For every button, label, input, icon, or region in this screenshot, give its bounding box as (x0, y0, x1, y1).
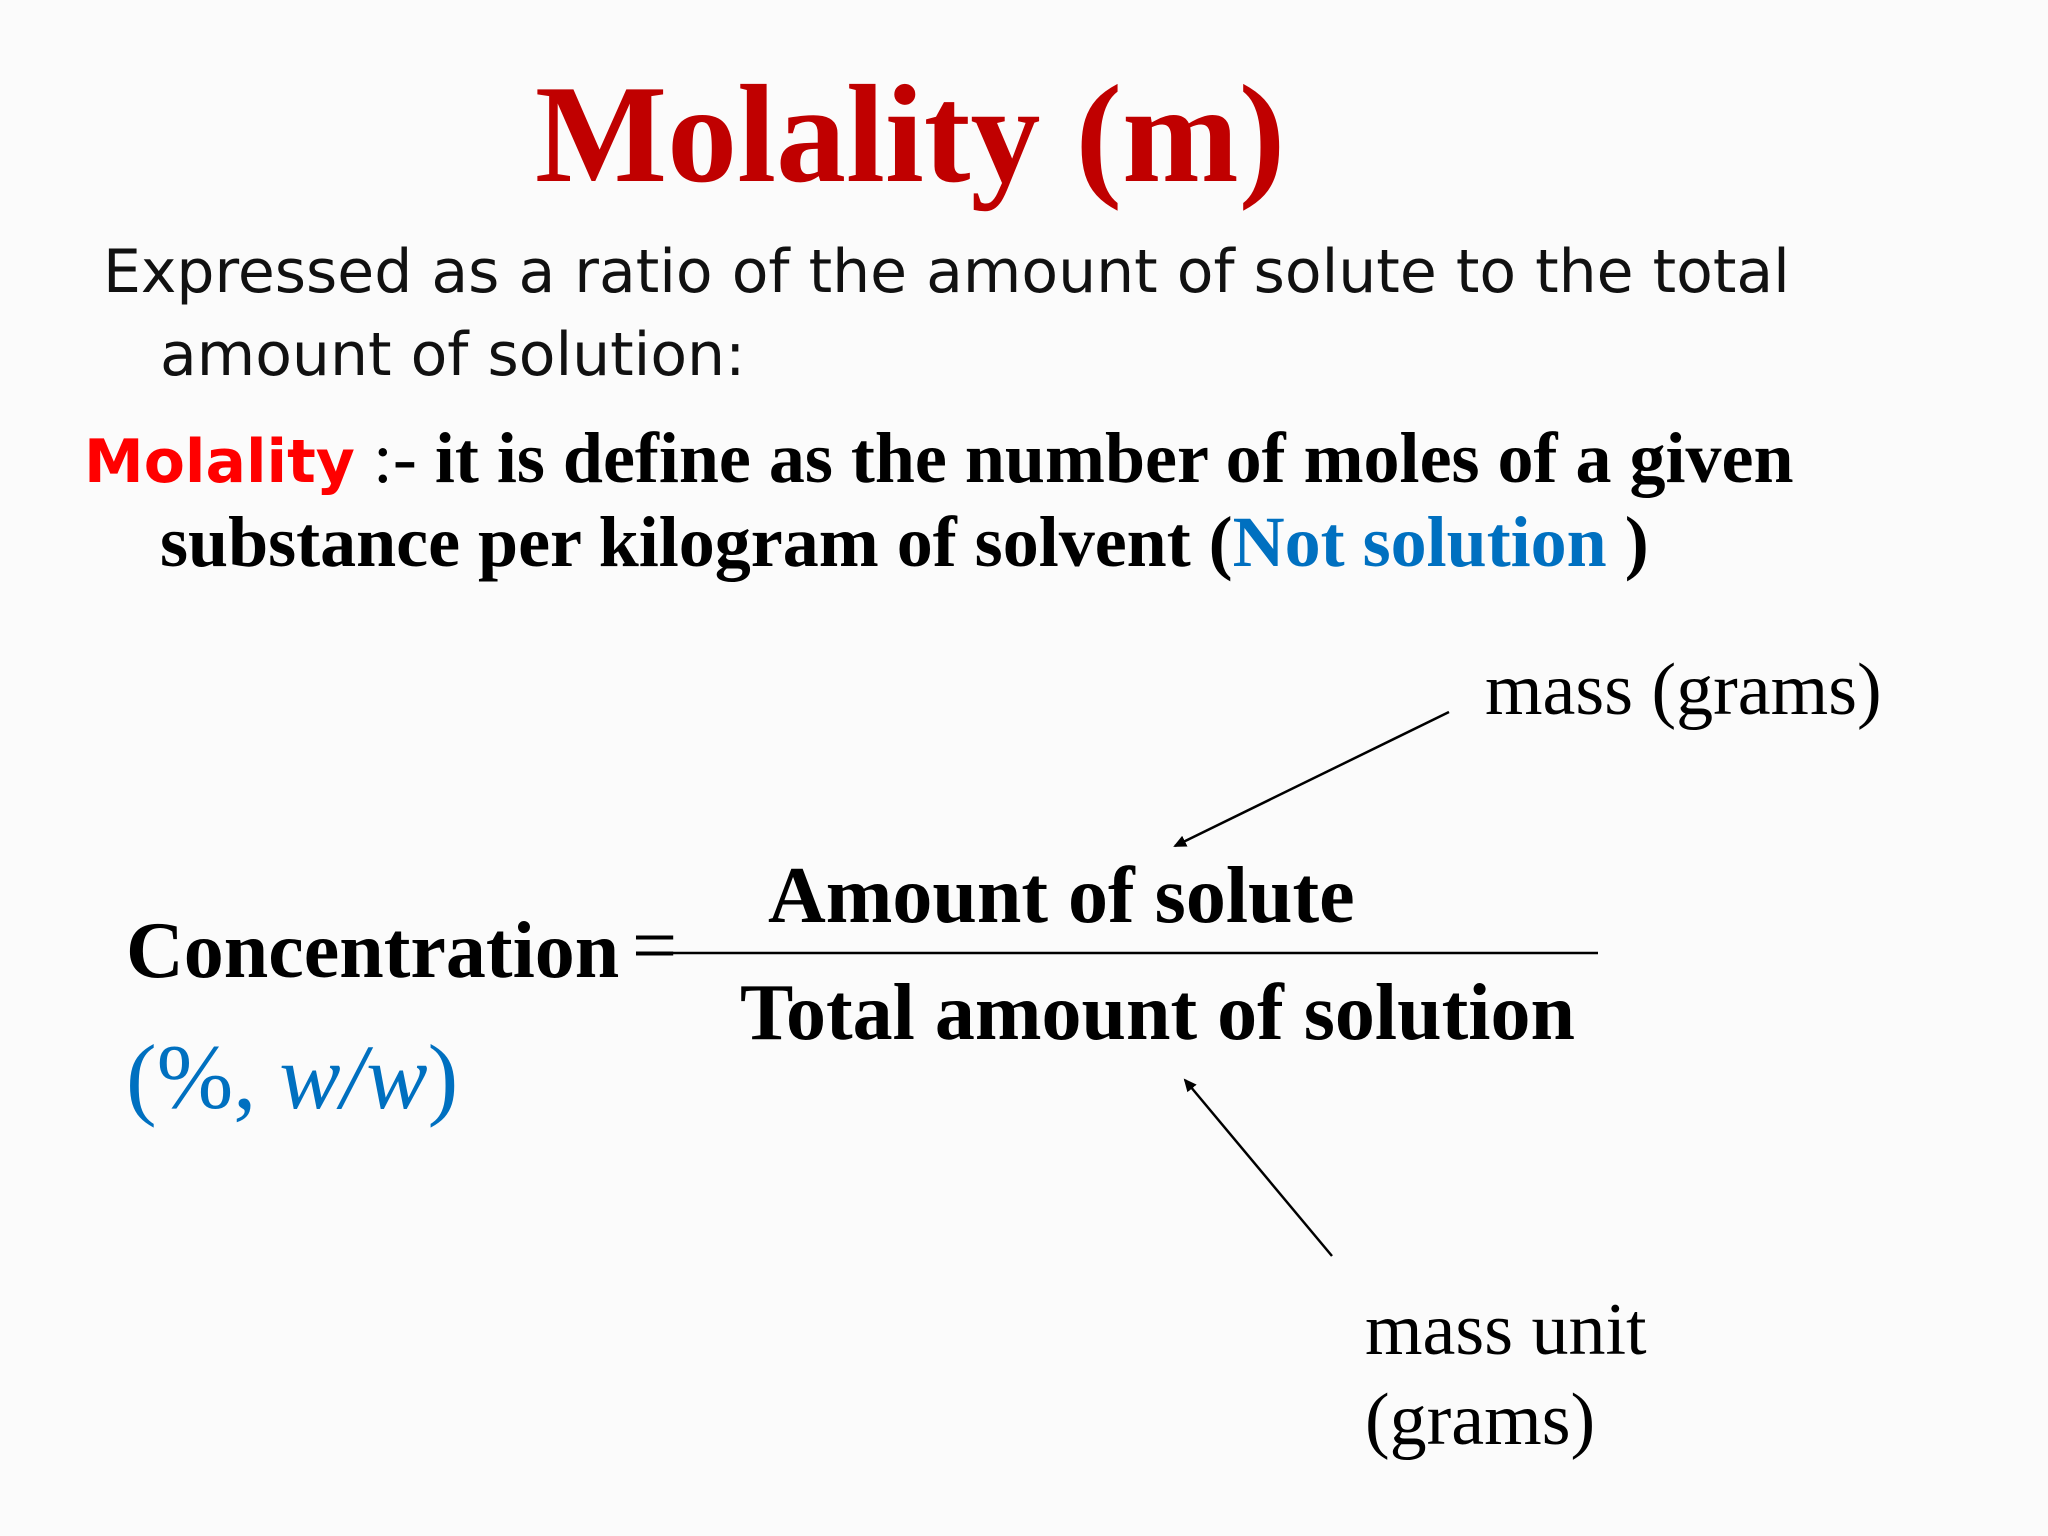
intro-line-2: amount of solution: (160, 320, 746, 390)
definition-text-end: ) (1606, 502, 1649, 582)
equals-sign: = (632, 902, 678, 990)
concentration-label: Concentration (126, 907, 620, 995)
definition-text-2: substance per kilogram of solvent ( (160, 502, 1233, 582)
definition-separator: :- (354, 418, 435, 498)
annotation-mass-grams: mass (grams) (1485, 649, 1882, 731)
definition-highlight: Not solution (1232, 502, 1607, 582)
annotation-mass-unit: mass unit (1365, 1289, 1647, 1371)
definition-term: Molality (84, 427, 355, 497)
fraction-numerator: Amount of solute (768, 852, 1355, 940)
units-open: (%, (126, 1026, 280, 1128)
units-close: ) (427, 1026, 459, 1128)
units-italic: w/w (279, 1026, 428, 1128)
fraction-denominator: Total amount of solution (740, 969, 1575, 1057)
arrow-to-numerator (1175, 712, 1449, 846)
annotation-mass-unit-grams: (grams) (1365, 1379, 1596, 1461)
slide-title: Molality (m) (535, 57, 1286, 212)
definition-text-1: it is define as the number of moles of a given (434, 418, 1794, 498)
intro-line-1: Expressed as a ratio of the amount of solute to the total (103, 237, 1790, 307)
arrow-to-denominator (1185, 1080, 1332, 1256)
